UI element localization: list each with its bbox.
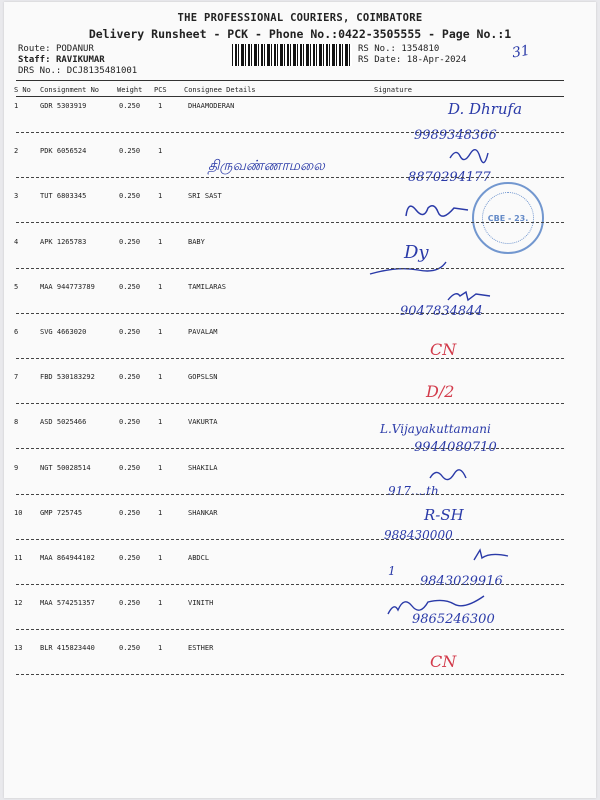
row-sno: 3: [14, 192, 19, 201]
row-divider: [16, 448, 564, 449]
row-consignee: ABDCL: [188, 554, 210, 562]
row-pcs: 1: [158, 328, 163, 336]
company-title: THE PROFESSIONAL COURIERS, COIMBATORE: [177, 12, 423, 24]
rs-date-line: [358, 55, 466, 65]
row-pcs: 1: [158, 599, 163, 608]
row-divider: [16, 539, 564, 540]
row-consignee: DHAAMODERAN: [188, 102, 235, 110]
row-consignment-no: FBD 530183292: [40, 373, 95, 382]
row-pcs: 1: [158, 508, 163, 517]
row-consignment-no: GDR 5303919: [40, 102, 87, 110]
row-consignee: SRI SAST: [188, 192, 222, 201]
row-consignment-no: GMP 725745: [40, 508, 83, 517]
row-consignment-no: NGT 50028514: [40, 463, 91, 472]
drs-value: DCJ8135481001: [66, 66, 138, 76]
signature-12-phone: 9865246300: [412, 612, 495, 627]
row-divider: [16, 358, 564, 359]
col-header-consignee: Consignee Details: [184, 86, 256, 94]
remark-row-7: D/2: [426, 382, 455, 401]
row-consignment-no: MAA 864944102: [40, 554, 95, 562]
row-sno: 1: [14, 102, 19, 110]
route-value: PODANUR: [55, 44, 94, 54]
row-divider: [16, 222, 564, 223]
route-line: [18, 44, 94, 54]
header-top-rule: [16, 80, 564, 81]
rs-no-label: RS No.:: [358, 44, 396, 54]
row-sno: 5: [14, 282, 19, 291]
row-weight: 0.250: [119, 463, 141, 472]
col-header-pcs: PCS: [154, 86, 167, 94]
row-sno: 11: [14, 554, 23, 562]
row-consignment-no: MAA 944773789: [40, 282, 95, 291]
signature-9-phone: 917....th: [388, 484, 439, 498]
row-weight: 0.250: [119, 373, 141, 382]
col-header-weight: Weight: [117, 86, 143, 94]
drs-label: DRS No.:: [18, 66, 62, 76]
remark-row-13: CN: [430, 652, 457, 671]
signature-2-phone: 8870294177: [408, 170, 491, 185]
col-header-signature: Signature: [374, 86, 412, 94]
row-sno: 13: [14, 644, 23, 653]
row-divider: [16, 403, 564, 404]
row-divider: [16, 494, 564, 495]
rs-date-value: 18-Apr-2024: [406, 55, 467, 65]
row-consignment-no: TUT 6803345: [40, 192, 87, 201]
row-weight: 0.250: [119, 599, 141, 608]
rs-date-label: RS Date:: [358, 55, 402, 65]
rs-no-line: [358, 44, 439, 54]
row-divider: [16, 132, 564, 133]
col-header-sno: S No: [14, 86, 31, 94]
row-consignment-no: APK 1265783: [40, 237, 87, 246]
row-consignee: TAMILARAS: [188, 282, 226, 291]
handwritten-count: 31: [510, 42, 532, 62]
row-pcs: 1: [158, 644, 163, 653]
row-consignee: VAKURTA: [188, 418, 218, 427]
row-weight: 0.250: [119, 328, 141, 336]
row-consignment-no: MAA 574251357: [40, 599, 95, 608]
row-pcs: 1: [158, 147, 163, 156]
row-consignee: GOPSLSN: [188, 373, 218, 382]
signature-11-mark: 1: [388, 564, 396, 578]
row-divider: [16, 674, 564, 675]
row-consignment-no: PDK 6056524: [40, 147, 87, 156]
row-weight: 0.250: [119, 102, 141, 110]
signature-1-name: D. Dhrufa: [448, 100, 523, 118]
tamil-handwriting: திருவண்ணாமலை: [208, 158, 325, 174]
remark-row-6: CN: [430, 340, 457, 359]
row-divider: [16, 268, 564, 269]
row-consignee: VINITH: [188, 599, 214, 608]
signature-10: R-SH: [424, 506, 464, 524]
staff-label: Staff:: [18, 55, 51, 65]
row-consignee: SHANKAR: [188, 508, 218, 517]
route-label: Route:: [18, 44, 51, 54]
row-pcs: 1: [158, 554, 163, 562]
row-weight: 0.250: [119, 508, 141, 517]
col-header-consignment: Consignment No: [40, 86, 100, 94]
runsheet-page: [4, 2, 596, 798]
row-sno: 4: [14, 237, 19, 246]
row-weight: 0.250: [119, 554, 141, 562]
row-consignment-no: ASD 5025466: [40, 418, 87, 427]
row-divider: [16, 313, 564, 314]
runsheet-subtitle: Delivery Runsheet - PCK - Phone No.:0422-3505555 - Page No.:1: [88, 27, 512, 41]
row-pcs: 1: [158, 282, 163, 291]
row-pcs: 1: [158, 418, 163, 427]
row-consignee: PAVALAM: [188, 328, 218, 336]
signature-11-phone: 9843029916: [420, 574, 503, 589]
staff-value: RAVIKUMAR: [55, 55, 105, 65]
row-pcs: 1: [158, 102, 163, 110]
signature-4: Dy: [404, 242, 429, 263]
signature-10-phone: 988430000: [384, 528, 453, 542]
row-sno: 2: [14, 147, 19, 156]
header-bottom-rule: [16, 96, 564, 97]
row-sno: 6: [14, 328, 19, 336]
signature-5-phone: 9047834844: [400, 304, 483, 319]
row-consignee: ESTHER: [188, 644, 214, 653]
barcode: [232, 44, 352, 66]
row-pcs: 1: [158, 463, 163, 472]
row-pcs: 1: [158, 373, 163, 382]
delivery-stamp: CBE - 23.: [472, 182, 544, 254]
rs-no-value: 1354810: [401, 44, 440, 54]
row-consignee: BABY: [188, 237, 205, 246]
row-sno: 9: [14, 463, 19, 472]
row-weight: 0.250: [119, 147, 141, 156]
row-weight: 0.250: [119, 192, 141, 201]
row-consignment-no: BLR 415823440: [40, 644, 95, 653]
row-consignment-no: SVG 4663020: [40, 328, 87, 336]
row-sno: 12: [14, 599, 23, 608]
signature-1-phone: 9989348366: [414, 128, 497, 143]
row-sno: 10: [14, 508, 23, 517]
row-divider: [16, 177, 564, 178]
row-sno: 7: [14, 373, 19, 382]
row-pcs: 1: [158, 237, 163, 246]
signature-8-phone: 9944080710: [414, 440, 497, 455]
row-weight: 0.250: [119, 418, 141, 427]
row-weight: 0.250: [119, 282, 141, 291]
row-divider: [16, 584, 564, 585]
signature-8-name: L.Vijayakuttamani: [380, 422, 491, 436]
row-pcs: 1: [158, 192, 163, 201]
row-divider: [16, 629, 564, 630]
drs-line: [18, 66, 137, 76]
row-consignee: SHAKILA: [188, 463, 218, 472]
row-weight: 0.250: [119, 237, 141, 246]
staff-line: [18, 55, 105, 65]
row-sno: 8: [14, 418, 19, 427]
row-weight: 0.250: [119, 644, 141, 653]
